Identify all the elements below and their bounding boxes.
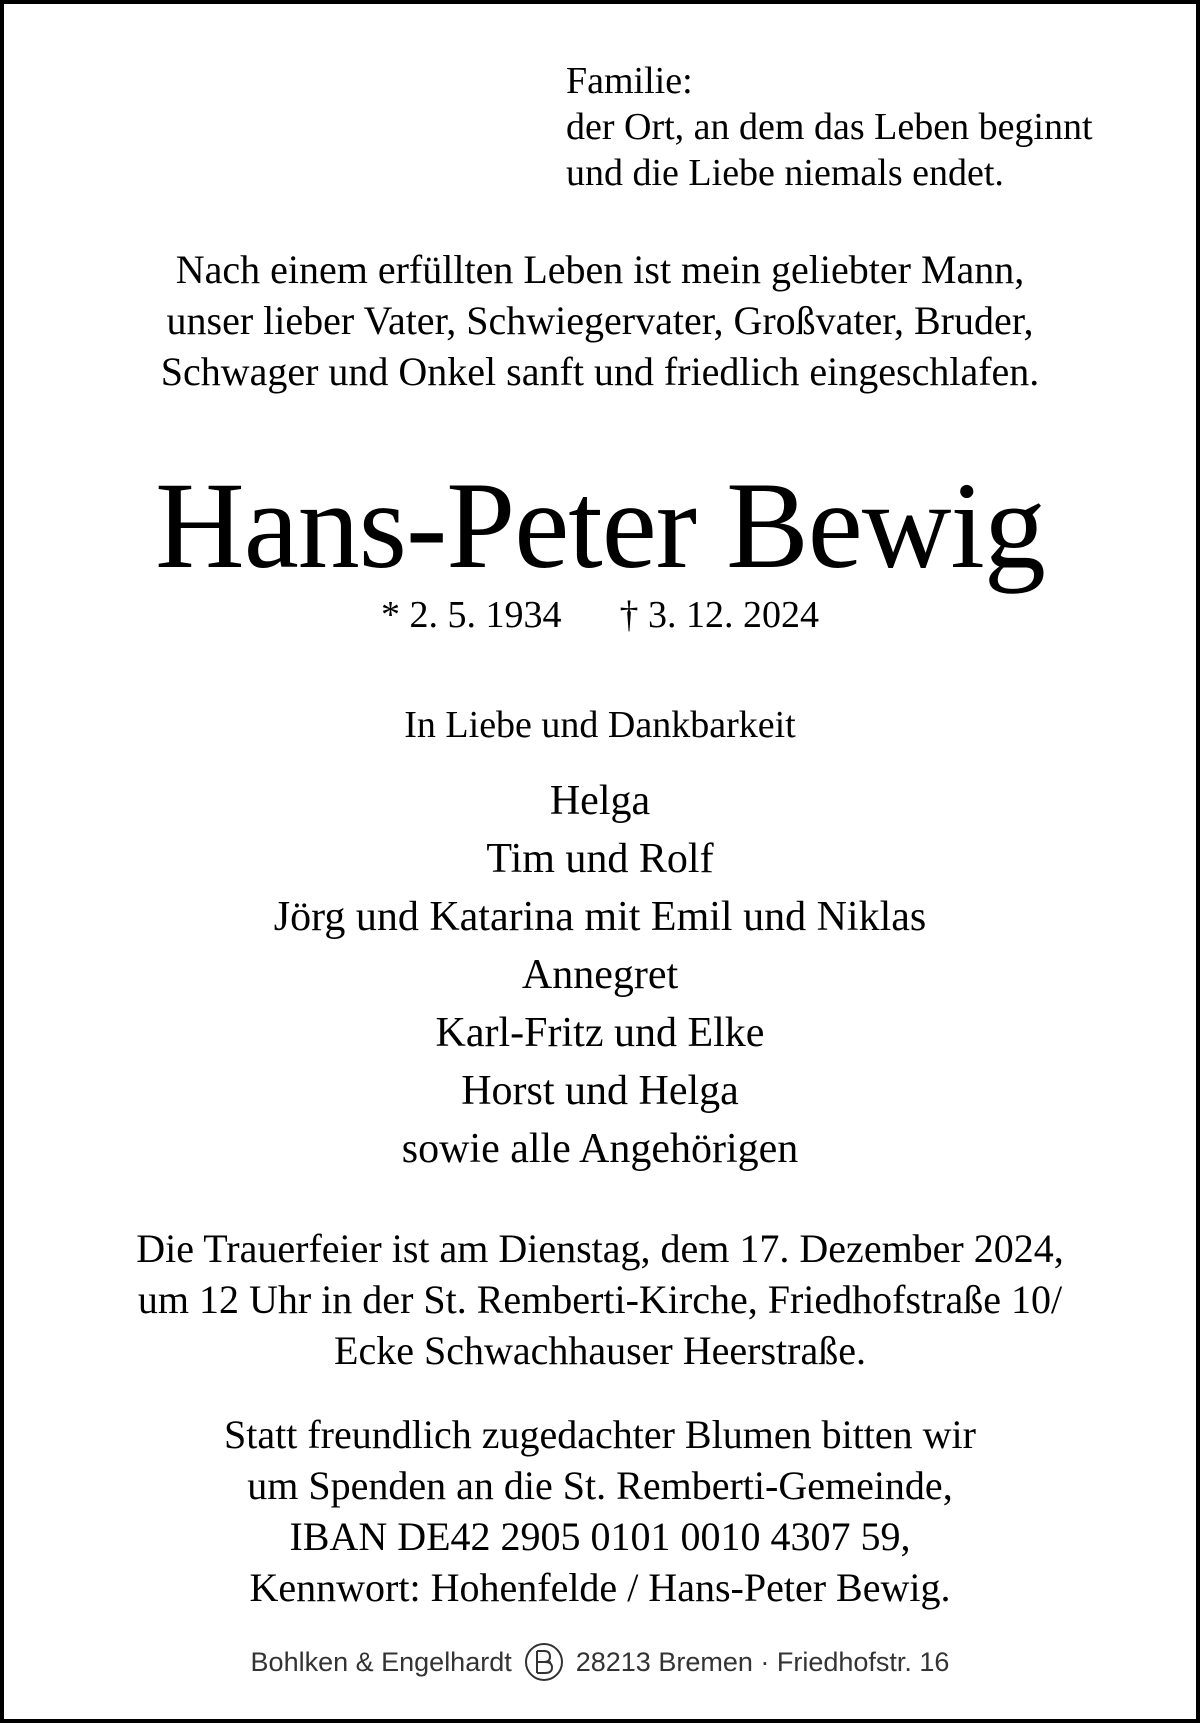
closing-phrase: In Liebe und Dankbarkeit [404,704,796,746]
donation-info [4,1409,1196,1613]
mourner-name: Karl-Fritz und Elke [435,1010,765,1056]
birth-date: * 2. 5. 1934 [381,594,562,636]
donation-line: Statt freundlich zugedachter Blumen bitten wir [224,1412,976,1457]
service-line: um 12 Uhr in der St. Remberti-Kirche, Friedhofstraße 10/ [137,1277,1063,1322]
epigraph-line: der Ort, an dem das Leben beginnt [566,106,1093,148]
mourner-name: Helga [549,778,651,824]
intro-line: unser lieber Vater, Schwiegervater, Großvater, Bruder, [166,298,1034,343]
mourner-name: Jörg und Katarina mit Emil und Niklas [273,894,927,940]
donation-line: IBAN DE42 2905 0101 0010 4307 59, [289,1514,911,1559]
undertaker-logo-icon [524,1642,564,1682]
mourner-name: Annegret [521,952,679,998]
service-line: Ecke Schwachhauser Heerstraße. [334,1328,866,1373]
mourner-name: Horst und Helga [461,1068,739,1114]
funeral-service-info [4,1223,1196,1376]
intro-line: Schwager und Onkel sanft und friedlich eingeschlafen. [160,349,1040,394]
deceased-name: Hans-Peter Bewig [155,457,1045,594]
death-date: † 3. 12. 2024 [619,594,819,636]
intro-paragraph [4,244,1196,397]
service-line: Die Trauerfeier ist am Dienstag, dem 17. Dezember 2024, [136,1226,1064,1271]
epigraph-line: und die Liebe niemals endet. [566,152,1004,194]
life-dates [4,592,1196,638]
epigraph [566,58,1093,196]
undertaker-address: 28213 Bremen · Friedhofstr. 16 [575,1646,950,1677]
undertaker-footer [4,1642,1196,1682]
donation-line: Kennwort: Hohenfelde / Hans-Peter Bewig. [249,1565,951,1610]
mourners-list [4,772,1196,1178]
donation-line: um Spenden an die St. Remberti-Gemeinde, [247,1463,953,1508]
intro-line: Nach einem erfüllten Leben ist mein geliebter Mann, [175,247,1025,292]
epigraph-line: Familie: [566,60,693,102]
undertaker-name: Bohlken & Engelhardt [250,1646,512,1677]
mourner-name: sowie alle Angehörigen [401,1126,799,1172]
mourner-name: Tim und Rolf [486,836,714,882]
